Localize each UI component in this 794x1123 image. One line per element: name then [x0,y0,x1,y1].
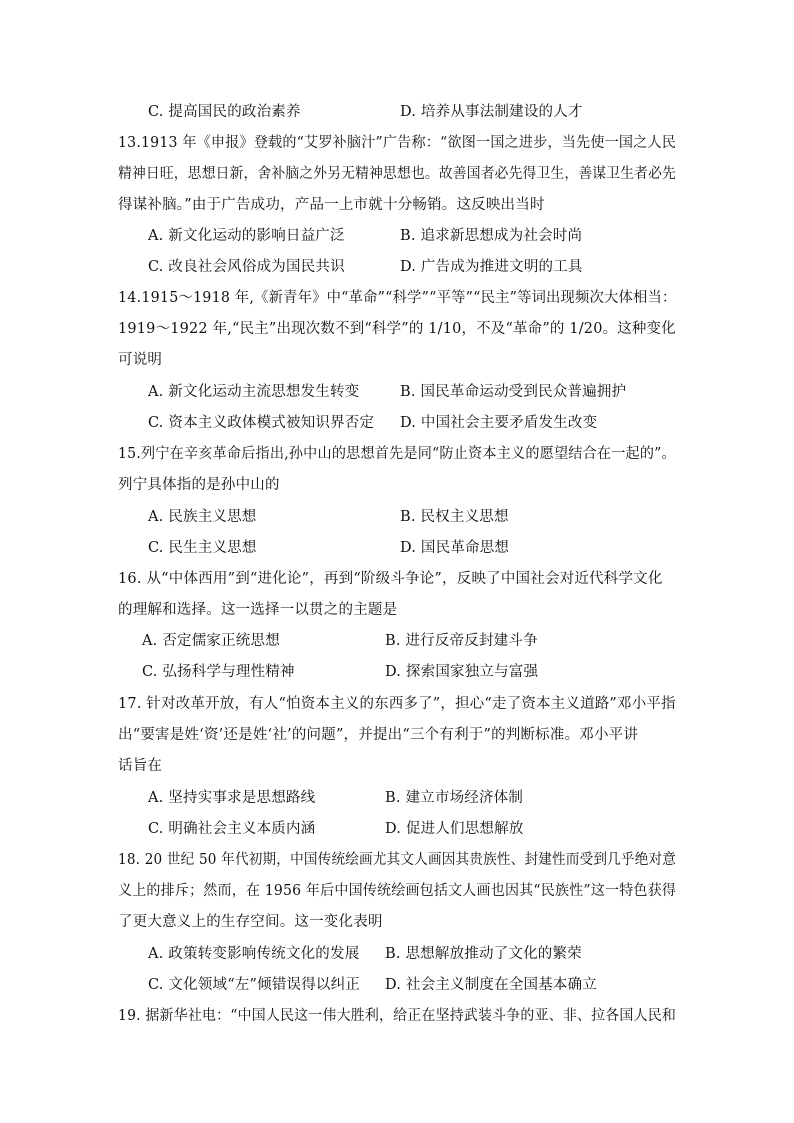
q14-stem-line-1: 14.1915～1918 年,《新青年》中“革命”“科学”“平等”“民主”等词出现频次大体相当： [118,290,677,306]
q18-option-a: A. 政策转变影响传统文化的发展 [148,946,360,962]
q17-option-b: B. 建立市场经济体制 [385,790,524,806]
q15-option-c: C. 民生主义思想 [148,540,257,556]
q17-stem-line-3: 话旨在 [118,758,163,774]
q16-option-a: A. 否定儒家正统思想 [142,633,280,649]
q13-option-c: C. 改良社会风俗成为国民共识 [148,259,345,275]
q13-stem-line-1: 13.1913 年《申报》登载的“艾罗补脑汁”广告称：“欲图一国之进步，当先使一国之人民 [118,135,677,151]
q19-stem-line-1: 19. 据新华社电：“中国人民这一伟大胜利，给正在坚持武装斗争的亚、非、拉各国人民和 [118,1008,677,1024]
q12-option-d: D. 培养从事法制建设的人才 [400,104,583,120]
q18-option-d: D. 社会主义制度在全国基本确立 [385,977,598,993]
q18-stem-line-1: 18. 20 世纪 50 年代初期，中国传统绘画尤其文人画因其贵族性、封建性而受到几乎绝对意 [118,852,677,868]
q16-option-c: C. 弘扬科学与理性精神 [142,664,295,680]
q13-stem-line-3: 得谋补脑。”由于广告成功，产品一上市就十分畅销。这反映出当时 [118,197,545,213]
q16-stem-line-1: 16. 从“中体西用”到“进化论”，再到“阶级斗争论”，反映了中国社会对近代科学文化 [118,571,663,587]
q18-option-b: B. 思想解放推动了文化的繁荣 [385,946,582,962]
q17-stem-line-1: 17. 针对改革开放，有人“怕资本主义的东西多了”，担心“走了资本主义道路”邓小平指 [118,696,676,712]
q12-option-c: C. 提高国民的政治素养 [148,104,301,120]
q14-option-b: B. 国民革命运动受到民众普遍拥护 [400,384,627,400]
q14-stem-line-3: 可说明 [118,352,163,368]
q16-stem-line-2: 的理解和选择。这一选择一以贯之的主题是 [118,602,398,618]
q16-option-d: D. 探索国家独立与富强 [385,664,539,680]
q18-option-c: C. 文化领域“左”倾错误得以纠正 [148,977,361,993]
q17-stem-line-2: 出“要害是姓‘资’还是姓‘社’的问题”，并提出“三个有利于”的判断标准。邓小平讲 [118,727,639,743]
q15-option-a: A. 民族主义思想 [148,509,257,525]
q15-option-d: D. 国民革命思想 [400,540,510,556]
q14-stem-line-2: 1919～1922 年,“民主”出现次数不到“科学”的 1/10，不及“革命”的 1/20。这种变化 [118,321,676,337]
q18-stem-line-2: 义上的排斥；然而，在 1956 年后中国传统绘画包括文人画也因其“民族性”这一特色获得 [118,883,677,899]
q13-stem-line-2: 精神日旺，思想日新，舍补脑之外另无精神思想也。故善国者必先得卫生，善谋卫生者必先 [118,166,677,182]
q17-option-c: C. 明确社会主义本质内涵 [148,821,316,837]
q15-option-b: B. 民权主义思想 [400,509,509,525]
q13-option-b: B. 追求新思想成为社会时尚 [400,228,583,244]
q17-option-d: D. 促进人们思想解放 [385,821,524,837]
q15-stem-line-1: 15.列宁在辛亥革命后指出,孙中山的思想首先是同“防止资本主义的愿望结合在一起的”。 [118,446,676,462]
q14-option-a: A. 新文化运动主流思想发生转变 [148,384,360,400]
q13-option-d: D. 广告成为推进文明的工具 [400,259,583,275]
q14-option-d: D. 中国社会主要矛盾发生改变 [400,415,598,431]
q16-option-b: B. 进行反帝反封建斗争 [385,633,538,649]
q15-stem-line-2: 列宁具体指的是孙中山的 [118,477,280,493]
q13-option-a: A. 新文化运动的影响日益广泛 [148,228,345,244]
q17-option-a: A. 坚持实事求是思想路线 [148,790,316,806]
q14-option-c: C. 资本主义政体模式被知识界否定 [148,415,375,431]
q18-stem-line-3: 了更大意义上的生存空间。这一变化表明 [118,914,383,930]
